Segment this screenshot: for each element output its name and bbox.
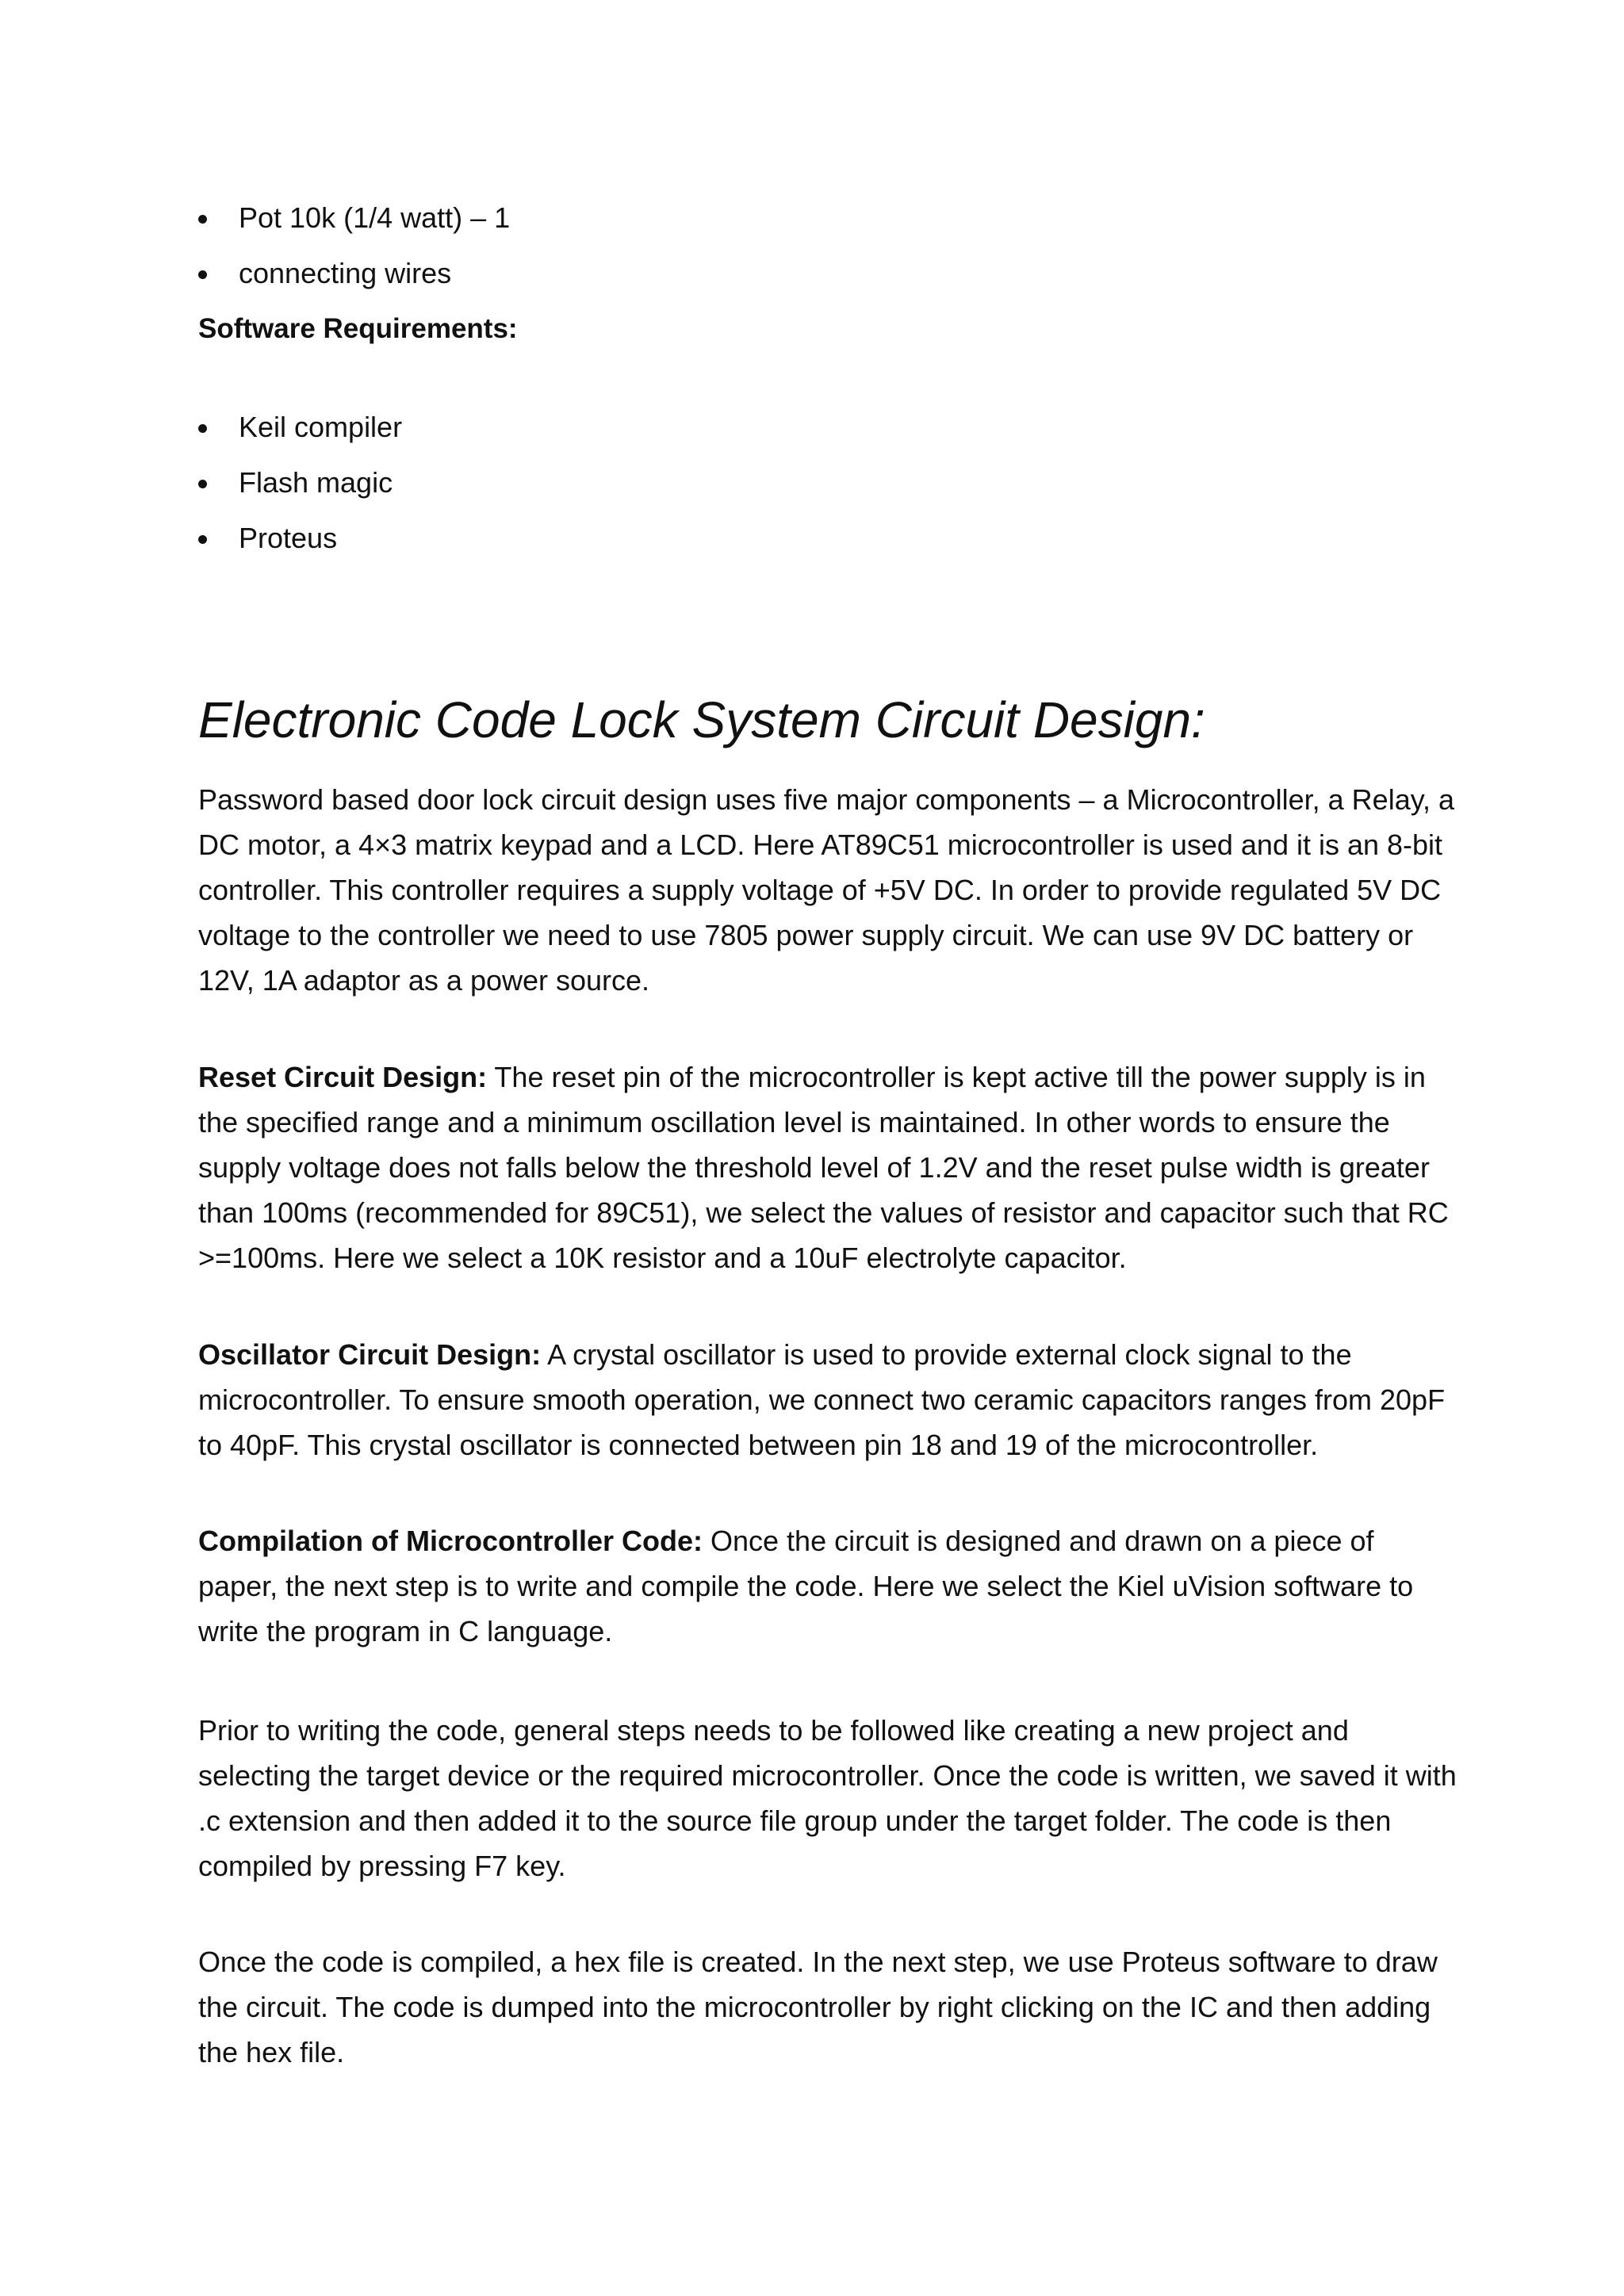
reset-circuit-text: The reset pin of the microcontroller is kept active till the power supply is in the specified range and a minimum oscillation level is maintained. In other words to ensure the supply voltage does not falls below the threshold level of 1.2V and the reset pulse width is greater than 100ms (recommended for 89C51), we select the values of resistor and capacitor such that RC >=100ms. Here we select a 10K resistor and a 10uF electrolyte capacitor. [198,1061,1449,1274]
page-content [198,200,1457,2068]
list-item-text: Keil compiler [239,411,403,443]
section-title: Electronic Code Lock System Circuit Design: [198,691,1205,748]
hardware-components-list [198,200,1443,311]
reset-circuit-paragraph [198,1054,1459,1280]
list-item-text: connecting wires [239,257,452,289]
list-item [198,520,1443,576]
list-item [198,200,1443,255]
list-item-text: Flash magic [239,466,393,499]
compilation-label: Compilation of Microcontroller Code: [198,1525,703,1557]
reset-circuit-label: Reset Circuit Design: [198,1061,488,1093]
list-item [198,409,1443,465]
bullet-icon [198,215,207,224]
bullet-icon [198,424,207,433]
list-item-text: Proteus [239,522,338,554]
list-item [198,255,1443,311]
bullet-icon [198,535,207,544]
bullet-icon [198,480,207,488]
oscillator-circuit-label: Oscillator Circuit Design: [198,1338,542,1371]
prior-steps-paragraph: Prior to writing the code, general steps needs to be followed like creating a new project and selecting the target device or the required microcontroller. Once the code is written, we saved it with .c extension and then added it to the source file group under the target folder. The code is then compiled by pressing F7 key. [198,1714,1457,1882]
intro-paragraph: Password based door lock circuit design uses five major components – a Microcontroller, a Relay, a DC motor, a 4×3 matrix keypad and a LCD. Here AT89C51 microcontroller is used and it is an 8-bit controller. This controller requires a supply voltage of +5V DC. In order to provide regulated 5V DC voltage to the controller we need to use 7805 power supply circuit. We can use 9V DC battery or 12V, 1A adaptor as a power source. [198,783,1455,997]
software-requirements-list [198,409,1443,576]
compilation-text: Once the circuit is designed and drawn on a piece of paper, the next step is to write and compile the code. Here we select the Kiel uVision software to write the program in C language. [198,1525,1414,1647]
oscillator-circuit-paragraph [198,1332,1459,1468]
software-requirements-heading: Software Requirements: [198,313,518,344]
compilation-paragraph [198,1518,1459,1654]
list-item-text: Pot 10k (1/4 watt) – 1 [239,201,511,234]
hex-file-paragraph: Once the code is compiled, a hex file is created. In the next step, we use Proteus software to draw the circuit. The code is dumped into the microcontroller by right clicking on the IC and then adding the hex file. [198,1946,1438,2068]
bullet-icon [198,270,207,279]
oscillator-circuit-text: A crystal oscillator is used to provide external clock signal to the microcontroller. To ensure smooth operation, we connect two ceramic capacitors ranges from 20pF to 40pF. This crystal oscillator is connected between pin 18 and 19 of the microcontroller. [198,1338,1446,1461]
list-item [198,465,1443,520]
